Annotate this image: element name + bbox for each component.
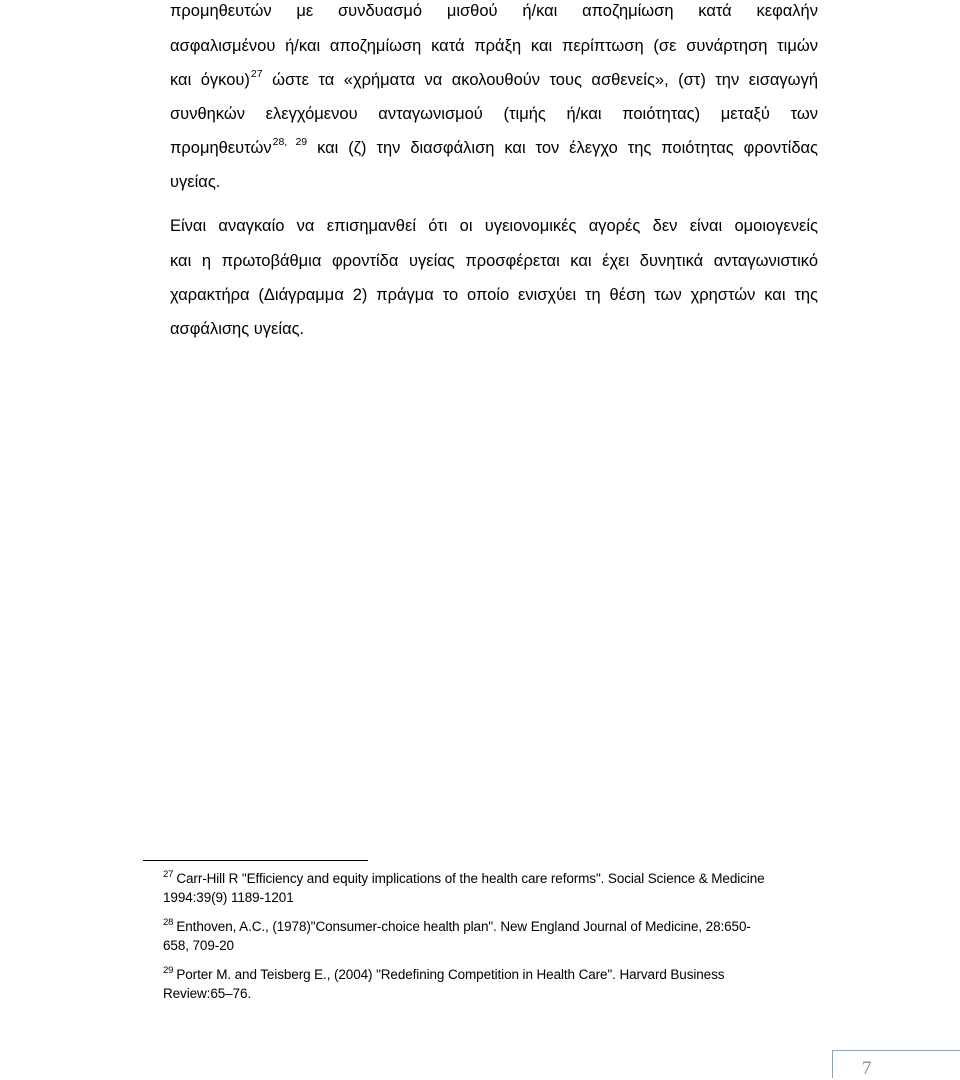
paragraph-1-line-3 — [170, 70, 818, 92]
footnote-29-number: 29 — [163, 965, 174, 976]
footnote-27-number: 27 — [163, 869, 174, 880]
paragraph-1-line-5-start: προμηθευτών — [170, 139, 272, 157]
footnote-ref-27: 27 — [250, 68, 263, 80]
paragraph-1-line-3-end: ώστε τα «χρήματα να ακολουθούν τους ασθενείς», (στ) την εισαγωγή — [262, 71, 818, 89]
footnote-27-text: Carr-Hill R "Efficiency and equity implications of the health care reforms". Social Science & Medicine — [176, 871, 765, 886]
paragraph-2-line-2: και η πρωτοβάθμια φροντίδα υγείας προσφέρεται και έχει δυνητικά ανταγωνιστικό — [170, 252, 818, 270]
paragraph-1-line-5 — [170, 138, 818, 160]
footnote-28-line-2: 658, 709-20 — [163, 938, 234, 953]
footnote-28-line-1 — [163, 917, 751, 939]
paragraph-1-line-2: ασφαλισμένου ή/και αποζημίωση κατά πράξη και περίπτωση (σε συνάρτηση τιμών — [170, 37, 818, 55]
page-number-frame — [832, 1050, 960, 1078]
footnote-ref-28-29: 28, 29 — [272, 136, 308, 148]
footnote-27-line-2: 1994:39(9) 1189-1201 — [163, 890, 294, 905]
footnote-29-line-2: Review:65–76. — [163, 986, 252, 1001]
paragraph-2-line-4: ασφάλισης υγείας. — [170, 320, 305, 338]
footnote-28-text: Enthoven, A.C., (1978)"Consumer-choice health plan". New England Journal of Medicine, 28:650- — [176, 919, 751, 934]
footnote-28-number: 28 — [163, 917, 174, 928]
paragraph-2-line-1: Είναι αναγκαίο να επισημανθεί ότι οι υγειονομικές αγορές δεν είναι ομοιογενείς — [170, 217, 818, 235]
paragraph-1-line-6: υγείας. — [170, 173, 221, 191]
footnote-29-text: Porter M. and Teisberg E., (2004) "Redefining Competition in Health Care". Harvard Business — [176, 967, 725, 982]
paragraph-1-line-5-end: και (ζ) την διασφάλιση και τον έλεγχο της ποιότητας φροντίδας — [307, 139, 818, 157]
paragraph-2-line-3: χαρακτήρα (Διάγραμμα 2) πράγμα το οποίο ενισχύει τη θέση των χρηστών και της — [170, 286, 818, 304]
paragraph-1-line-1: προμηθευτών με συνδυασμό μισθού ή/και αποζημίωση κατά κεφαλήν — [170, 2, 818, 20]
footnote-separator — [143, 860, 368, 861]
paragraph-1-line-3-start: και όγκου) — [170, 71, 250, 89]
paragraph-1-line-4: συνθηκών ελεγχόμενου ανταγωνισμού (τιμής ή/και ποιότητας) μεταξύ των — [170, 105, 818, 123]
page-number: 7 — [862, 1058, 872, 1079]
